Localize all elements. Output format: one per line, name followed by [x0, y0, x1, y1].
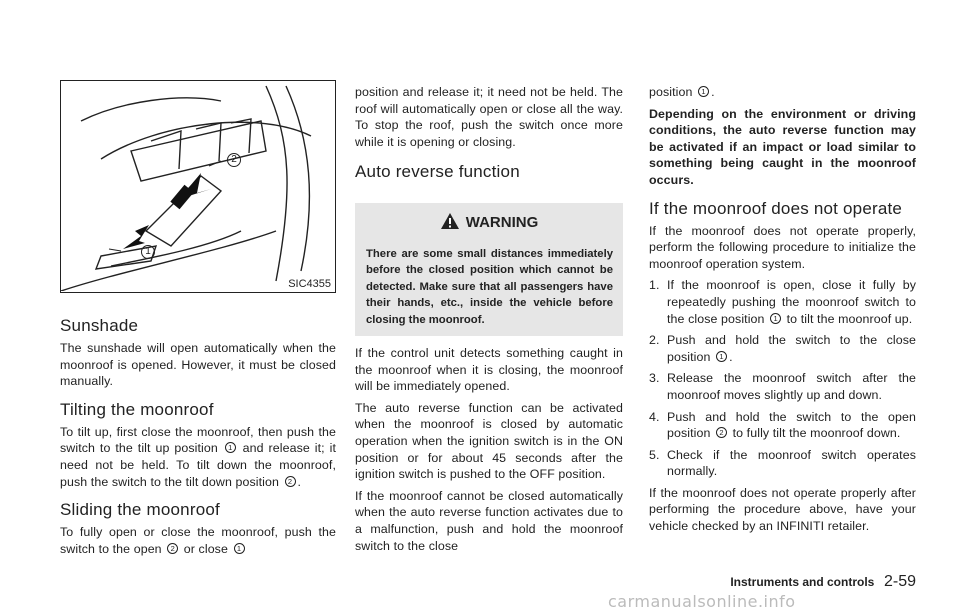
marker-2: 2	[227, 153, 241, 167]
sunshade-text: The sunshade will open automatically when the moonroof is opened. However, it must be closed manually.	[60, 341, 336, 389]
position-1-marker: 1	[716, 351, 727, 362]
step-number: 1.	[649, 278, 660, 293]
step-4-text-b: to fully tilt the moonroof down.	[732, 426, 901, 441]
step-1-text-a: If the moonroof is open, close it fully by repeatedly pushing the moonroof switch to the close position	[667, 278, 916, 326]
column-3	[649, 84, 916, 535]
switch-diagram-svg	[61, 81, 334, 291]
not-operate-intro: If the moonroof does not operate properly, perform the following procedure to initialize the moonroof operation system.	[649, 223, 916, 271]
step-number: 2.	[649, 333, 660, 348]
auto-reverse-p3: If the moonroof cannot be closed automatically when the auto reverse function activates due to a malfunction, push and hold the moonroof switch to the close	[355, 488, 623, 553]
auto-reverse-p2: The auto reverse function can be activated when the moonroof is closed by automatic operation when the ignition switch is in the ON position or for about 45 seconds after the ignition switch is pushed to the OFF position.	[355, 400, 623, 482]
position-1-marker: 1	[225, 442, 236, 453]
cont-text-b: .	[711, 85, 715, 99]
auto-reverse-note: Depending on the environment or driving conditions, the auto reverse function may be activated if an impact or load similar to something being caught in the moonroof occurs.	[649, 106, 916, 187]
heading-auto-reverse: Auto reverse function	[355, 162, 520, 182]
position-1-marker: 1	[770, 313, 781, 324]
column-2-lower	[355, 345, 623, 554]
step-number: 5.	[649, 447, 660, 462]
heading-sunshade: Sunshade	[60, 316, 139, 335]
tilting-text-c: .	[297, 474, 302, 489]
position-2-marker: 2	[167, 543, 178, 554]
step-2	[649, 332, 916, 365]
warning-title	[355, 212, 623, 231]
sliding-text-b: or close	[183, 541, 228, 556]
column-2	[355, 84, 623, 182]
position-2-marker: 2	[285, 476, 296, 487]
step-number: 3.	[649, 371, 660, 386]
step-3	[649, 370, 916, 403]
warning-title-text: WARNING	[465, 214, 539, 231]
watermark: carmanualsonline.info	[608, 592, 796, 611]
warning-box	[355, 203, 623, 336]
step-number: 4.	[649, 409, 660, 424]
warning-icon	[440, 212, 460, 230]
figure-caption: SIC4355	[288, 278, 331, 290]
page-number: 2-59	[883, 573, 916, 590]
heading-tilting: Tilting the moonroof	[60, 399, 214, 419]
step-2-text-b: .	[729, 349, 733, 364]
column-1	[60, 316, 336, 557]
moonroof-switch-illustration	[60, 80, 336, 293]
tilting-text-b: and release it; it need not be held. To tilt down the moonroof, push the switch to the tilt down position	[60, 441, 337, 489]
step-2-text-a: Push and hold the switch to the close position	[667, 333, 916, 364]
heading-not-operate: If the moonroof does not operate	[649, 198, 903, 218]
step-4	[649, 409, 916, 442]
step-4-text-a: Push and hold the switch to the open position	[667, 409, 916, 441]
position-2-marker: 2	[716, 427, 727, 438]
sliding-text	[60, 524, 336, 557]
marker-1: 1	[141, 245, 155, 259]
auto-reverse-p1: If the control unit detects something caught in the moonroof when it is closing, the moonroof will be immediately opened.	[355, 346, 623, 394]
tilting-text-a: To tilt up, first close the moonroof, then push the switch to the tilt up position	[60, 424, 336, 456]
step-3-text: Release the moonroof switch after the moonroof moves slightly up and down.	[667, 371, 916, 402]
step-5	[649, 447, 916, 480]
cont-text-a: position	[649, 85, 693, 99]
sliding-text-a: To fully open or close the moonroof, push the switch to the open	[60, 525, 336, 556]
section-name: Instruments and controls	[730, 575, 875, 589]
sliding-continued: position and release it; it need not be held. The roof will automatically open or close all the way. To stop the roof, push the switch once more while it is opening or closing.	[355, 85, 623, 149]
page-footer	[730, 573, 916, 591]
heading-sliding: Sliding the moonroof	[60, 500, 220, 520]
close-position-continued	[649, 84, 916, 101]
tilting-text	[60, 424, 336, 490]
step-1	[649, 277, 916, 327]
position-1-marker: 1	[234, 543, 245, 554]
step-1-text-b: to tilt the moonroof up.	[786, 311, 913, 326]
warning-text: There are some small distances immediately before the closed position which cannot be detected. Make sure that all passengers have their hands, etc., inside the vehicle before closing the moonroof.	[366, 248, 613, 326]
not-operate-outro: If the moonroof does not operate properly after performing the procedure above, have your vehicle checked by an INFINITI retailer.	[649, 485, 916, 534]
step-5-text: Check if the moonroof switch operates normally.	[667, 447, 916, 479]
position-1-marker: 1	[698, 86, 709, 97]
